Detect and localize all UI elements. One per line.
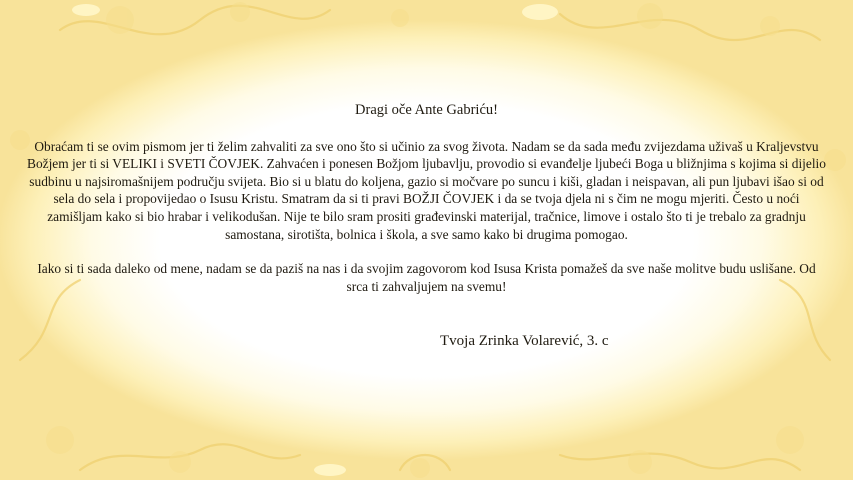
letter-paragraph-2: Iako si ti sada daleko od mene, nadam se da paziš na nas i da svojim zagovorom kod Isusa Krista pomažeš da sve naše molitve budu uslišane. Od srca ti zahvaljujem na svemu! [37,261,816,294]
letter-paragraph-1: Obraćam ti se ovim pismom jer ti želim zahvaliti za sve ono što si učinio za svog života. Nadam se da sada među zvijezdama uživaš u Kraljevstvu Božjem jer ti si VELIKI i SVETI ČOVJEK. Zahvaćen i ponesen Božjom ljubavlju, provodio si evanđelje ljubeći Boga u bližnjima s kojima si dijelio sudbinu u najsiromašnijem području svijeta. Bio si u blatu do koljena, gazio si močvare po suncu i kiši, gladan i neispavan, ali pun ljubavi išao si od sela do sela i propovijedao o Isusu Kristu. Smatram da si ti pravi BOŽJI ČOVJEK i da se tvoja djela ni s čim ne mogu mjeriti. Često u noći zamišljam kako si bio hrabar i velikodušan. Nije te bilo sram prositi građevinski materijal, tračnice, limove i ostalo što ti je trebalo za gradnju samostana, sirotišta, bolnica i škola, a sve samo kako bi drugima pomogao. [27,138,826,242]
letter-body [26,102,827,295]
letter-signature: Tvoja Zrinka Volarević, 3. c [440,333,609,349]
letter-greeting: Dragi oče Ante Gabriću! [355,102,498,118]
